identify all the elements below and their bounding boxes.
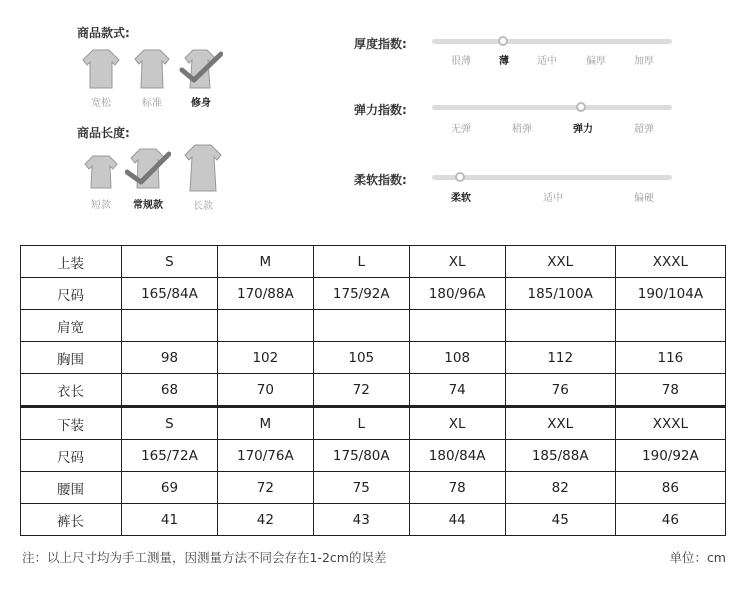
table-row — [21, 440, 726, 472]
table-cell: 76 — [505, 374, 615, 407]
table-cell: 105 — [313, 342, 409, 374]
table-cell: 185/100A — [505, 278, 615, 310]
table-row — [21, 310, 726, 342]
table-cell: 上装 — [21, 246, 122, 278]
tshirt-icon — [181, 143, 225, 193]
table-row — [21, 472, 726, 504]
table-cell: 78 — [409, 472, 505, 504]
table-cell: 尺码 — [21, 278, 122, 310]
table-cell — [122, 310, 218, 342]
table-cell: 胸围 — [21, 342, 122, 374]
table-cell: 102 — [217, 342, 313, 374]
thickness-option: 适中 — [537, 56, 557, 67]
table-cell: 裤长 — [21, 504, 122, 536]
table-cell: S — [122, 246, 218, 278]
elasticity-option: 无弹 — [451, 124, 471, 135]
softness-option: 适中 — [543, 193, 563, 204]
table-cell: 190/104A — [615, 278, 725, 310]
elasticity-option: 超弹 — [634, 124, 654, 135]
tshirt-icon — [81, 152, 121, 192]
garment-label: 常规款 — [133, 200, 163, 211]
thickness-option: 很薄 — [451, 56, 471, 67]
elasticity-track — [432, 105, 672, 110]
table-cell: 170/76A — [217, 440, 313, 472]
tshirt-icon — [132, 48, 172, 90]
table-row — [21, 504, 726, 536]
softness-option: 偏硬 — [634, 193, 654, 204]
garment-loose — [78, 48, 124, 109]
garment-regular — [125, 146, 171, 211]
unit-label: 单位：cm — [669, 550, 726, 565]
table-cell: 86 — [615, 472, 725, 504]
table-cell: 41 — [122, 504, 218, 536]
table-cell: 175/80A — [313, 440, 409, 472]
garment-label: 短款 — [91, 200, 111, 211]
measurement-note: 注：以上尺寸均为手工测量，因测量方法不同会存在1-2cm的误差 — [22, 550, 387, 565]
table-cell: M — [217, 407, 313, 440]
table-cell: 44 — [409, 504, 505, 536]
garment-slim — [178, 48, 224, 109]
table-cell: 116 — [615, 342, 725, 374]
style-section-title: 商品款式: — [77, 26, 130, 40]
garment-standard — [129, 48, 175, 109]
table-row — [21, 278, 726, 310]
table-cell: 74 — [409, 374, 505, 407]
table-cell: M — [217, 246, 313, 278]
elasticity-option: 弹力 — [573, 124, 593, 135]
table-cell: 78 — [615, 374, 725, 407]
table-cell: XXXL — [615, 246, 725, 278]
table-cell: 下装 — [21, 407, 122, 440]
garment-label: 修身 — [191, 98, 211, 109]
table-cell: L — [313, 246, 409, 278]
table-cell: 68 — [122, 374, 218, 407]
table-cell: S — [122, 407, 218, 440]
table-cell: XXL — [505, 246, 615, 278]
table-cell: 112 — [505, 342, 615, 374]
garment-long — [180, 143, 226, 212]
table-cell: 72 — [217, 472, 313, 504]
table-cell: 180/96A — [409, 278, 505, 310]
softness-track — [432, 175, 672, 180]
thickness-option: 加厚 — [634, 56, 654, 67]
top-size-table — [21, 246, 726, 407]
table-cell: 45 — [505, 504, 615, 536]
table-cell: 108 — [409, 342, 505, 374]
table-cell: 肩宽 — [21, 310, 122, 342]
table-cell: 42 — [217, 504, 313, 536]
table-cell: 46 — [615, 504, 725, 536]
table-cell: 180/84A — [409, 440, 505, 472]
table-cell — [409, 310, 505, 342]
elasticity-index-title: 弹力指数: — [354, 103, 407, 117]
table-cell: 170/88A — [217, 278, 313, 310]
garment-short — [78, 152, 124, 211]
garment-label: 长款 — [193, 201, 213, 212]
table-cell: 82 — [505, 472, 615, 504]
table-cell — [217, 310, 313, 342]
thickness-index-title: 厚度指数: — [354, 37, 407, 51]
table-cell: 69 — [122, 472, 218, 504]
table-cell: 175/92A — [313, 278, 409, 310]
table-cell: 72 — [313, 374, 409, 407]
thickness-knob — [498, 36, 508, 46]
table-cell: 43 — [313, 504, 409, 536]
size-table — [20, 245, 726, 536]
table-cell: 70 — [217, 374, 313, 407]
table-cell: 75 — [313, 472, 409, 504]
table-row — [21, 342, 726, 374]
bottom-size-table — [21, 407, 726, 536]
table-cell: 衣长 — [21, 374, 122, 407]
table-cell — [313, 310, 409, 342]
garment-label: 标准 — [142, 98, 162, 109]
thickness-track — [432, 39, 672, 44]
table-row — [21, 407, 726, 440]
table-row — [21, 374, 726, 407]
garment-label: 宽松 — [91, 98, 111, 109]
thickness-option: 偏厚 — [586, 56, 606, 67]
table-cell: 165/72A — [122, 440, 218, 472]
tshirt-icon — [179, 48, 223, 90]
table-cell: XXL — [505, 407, 615, 440]
table-cell: 190/92A — [615, 440, 725, 472]
table-row — [21, 246, 726, 278]
table-cell: XXXL — [615, 407, 725, 440]
table-cell: 165/84A — [122, 278, 218, 310]
tshirt-icon — [81, 48, 121, 90]
table-cell: 185/88A — [505, 440, 615, 472]
table-cell: 尺码 — [21, 440, 122, 472]
table-cell: XL — [409, 407, 505, 440]
softness-index-title: 柔软指数: — [354, 173, 407, 187]
table-cell — [505, 310, 615, 342]
table-cell: XL — [409, 246, 505, 278]
length-section-title: 商品长度: — [77, 126, 130, 140]
table-cell: L — [313, 407, 409, 440]
softness-knob — [455, 172, 465, 182]
table-cell: 腰围 — [21, 472, 122, 504]
table-cell — [615, 310, 725, 342]
softness-option: 柔软 — [451, 193, 471, 204]
thickness-option: 薄 — [499, 56, 509, 67]
elasticity-option: 稍弹 — [512, 124, 532, 135]
elasticity-knob — [576, 102, 586, 112]
tshirt-icon — [125, 146, 171, 192]
table-cell: 98 — [122, 342, 218, 374]
